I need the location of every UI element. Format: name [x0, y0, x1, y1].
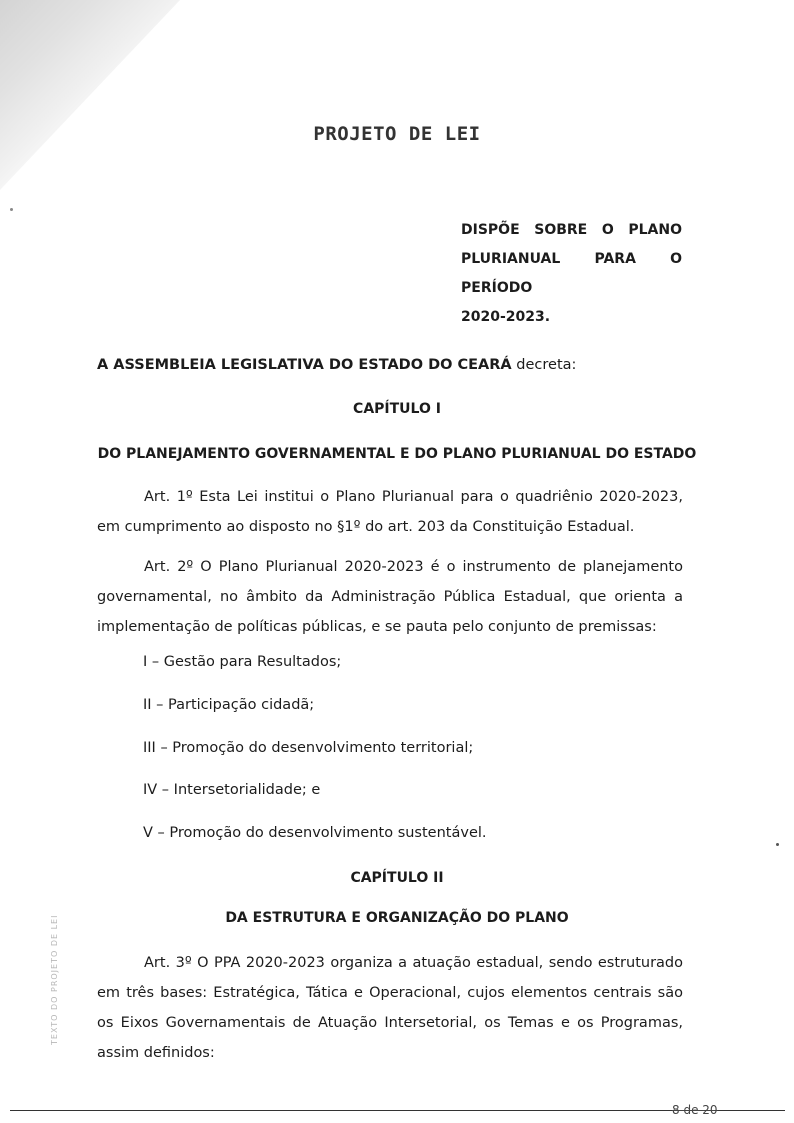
footer-rule — [10, 1110, 785, 1111]
enacting-clause — [97, 357, 576, 373]
side-stamp: TEXTO DO PROJETO DE LEI — [50, 914, 59, 1045]
list-item: V – Promoção do desenvolvimento sustentável. — [143, 825, 487, 841]
ementa-line: DISPÕE SOBRE O PLANO — [461, 222, 682, 238]
chapter-title: DO PLANEJAMENTO GOVERNAMENTAL E DO PLANO PLURIANUAL DO ESTADO — [97, 446, 697, 462]
list-item: II – Participação cidadã; — [143, 697, 315, 713]
chapter-label: CAPÍTULO II — [350, 870, 444, 886]
article-3 — [97, 948, 683, 1068]
chapter-label: CAPÍTULO I — [353, 401, 441, 417]
ementa — [461, 216, 682, 332]
scan-speck — [10, 208, 13, 211]
document-title: PROJETO DE LEI — [313, 123, 481, 145]
article-text: Art. 3º O PPA 2020-2023 organiza a atuação estadual, sendo estruturado em três bases: Estratégica, Tática e Operacional, cujos elementos centrais são os Eixos Governamentais de Atuação Intersetorial, os Temas e os Programas, assim definidos: — [97, 955, 683, 1061]
enacting-verb: decreta: — [511, 357, 577, 373]
article-1 — [97, 482, 683, 542]
chapter-title: DA ESTRUTURA E ORGANIZAÇÃO DO PLANO — [225, 910, 569, 926]
enacting-entity: A ASSEMBLEIA LEGISLATIVA DO ESTADO DO CEARÁ — [97, 357, 512, 373]
ementa-line: 2020-2023. — [461, 309, 551, 325]
scan-corner-shading — [0, 0, 180, 190]
ementa-line: PLURIANUAL PARA O PERÍODO — [461, 251, 682, 296]
article-2 — [97, 552, 683, 642]
list-item: IV – Intersetorialidade; e — [143, 782, 321, 798]
list-item: III – Promoção do desenvolvimento territorial; — [143, 740, 474, 756]
scan-speck — [776, 843, 779, 846]
list-item: I – Gestão para Resultados; — [143, 654, 342, 670]
article-text: Art. 1º Esta Lei institui o Plano Plurianual para o quadriênio 2020-2023, em cumprimento ao disposto no §1º do art. 203 da Constituição Estadual. — [97, 489, 683, 535]
page-number: 8 de 20 — [672, 1103, 718, 1117]
article-text: Art. 2º O Plano Plurianual 2020-2023 é o instrumento de planejamento governamental, no âmbito da Administração Pública Estadual, que orienta a implementação de políticas públicas, e se pauta pelo conjunto de premissas: — [97, 559, 683, 635]
